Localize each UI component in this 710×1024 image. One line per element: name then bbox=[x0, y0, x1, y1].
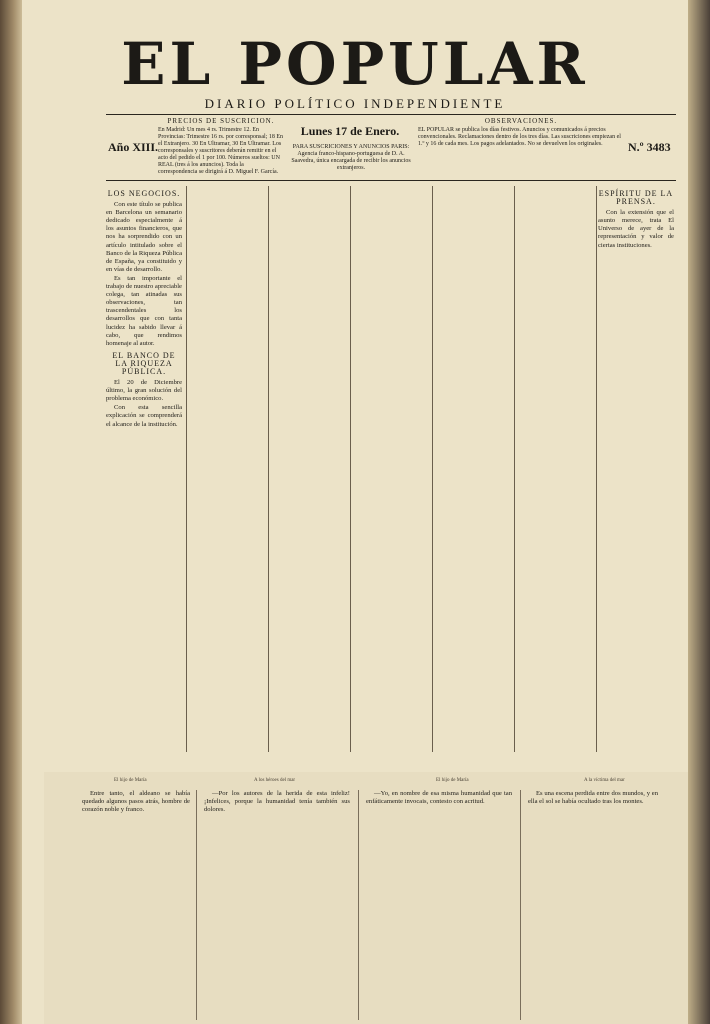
subscription-title: PRECIOS DE SUSCRICION. bbox=[167, 118, 275, 125]
header-rule-top bbox=[106, 114, 676, 115]
header-rule-bottom bbox=[106, 180, 676, 181]
subscription-box bbox=[158, 118, 284, 176]
lower-paragraph: Es una escena perdida entre dos mundos, y en ella el sol se había ocultado tras los montes. bbox=[528, 790, 658, 806]
lower-column-2 bbox=[204, 790, 350, 1022]
book-edge bbox=[688, 0, 710, 1024]
column-4 bbox=[352, 186, 428, 746]
page-header: El hijo de María bbox=[436, 778, 469, 783]
article-title: ESPÍRITU DE LA PRENSA. bbox=[598, 189, 674, 207]
column-6 bbox=[516, 186, 592, 746]
newspaper-page bbox=[22, 0, 688, 1024]
observations-text: EL POPULAR se publica los días festivos. Anuncios y comunicados á precios convencionales. Reclamaciones dentro de los tres días. Las suscriciones empiezan el 1.º y 16 de cada mes. Los pagos adelantados. No se devuelven los originales. bbox=[418, 127, 621, 147]
page-header: A los héroes del mar bbox=[254, 778, 296, 783]
article-title: EL BANCO DE LA RIQUEZA PÚBLICA. bbox=[112, 350, 176, 376]
masthead-title: EL POPULAR bbox=[121, 30, 589, 98]
article-title: LOS NEGOCIOS. bbox=[107, 189, 181, 198]
lower-paragraph: —Yo, en nombre de esa misma humanidad que tan enfáticamente invocais, contesto con acritud. bbox=[366, 790, 512, 806]
article-paragraph: Con la extensión que el asunto merece, trata El Universo de ayer de la representación y valor de ciertas instituciones. bbox=[598, 209, 674, 249]
article-columns bbox=[106, 186, 678, 752]
article-paragraph: Con este título se publica en Barcelona un semanario dedicado especialmente á los asuntos financieros, que nos ha sorprendido con un artículo intitulado sobre el Banco de la Riqueza Pública de España, ya constituido y en vías de desarrollo. bbox=[106, 201, 182, 273]
issue-number: N.º 3483 bbox=[628, 140, 671, 154]
book-spine bbox=[0, 0, 22, 1024]
folded-lower-page bbox=[44, 772, 688, 1024]
agency-text: PARA SUSCRICIONES Y ANUNCIOS PARIS: Agencia franco-hispano-portuguesa de D. A. Saavedra, única encargada de recibir los anuncios extranjeros. bbox=[291, 144, 411, 171]
observations-box bbox=[418, 118, 624, 176]
column-3 bbox=[270, 186, 346, 746]
article-paragraph: Con esta sencilla explicación se comprenderá el alcance de la institución. bbox=[106, 404, 182, 428]
column-5 bbox=[434, 186, 510, 746]
lower-column-1 bbox=[82, 790, 190, 1022]
column-divider bbox=[196, 790, 197, 1020]
year-label: Año XIII. bbox=[108, 140, 159, 154]
lower-column-4 bbox=[528, 790, 658, 1022]
column-7 bbox=[598, 186, 674, 746]
column-divider bbox=[520, 790, 521, 1020]
observations-title: OBSERVACIONES. bbox=[484, 118, 558, 125]
masthead-subtitle: DIARIO POLÍTICO INDEPENDIENTE bbox=[204, 96, 506, 111]
article-paragraph: Es tan importante el trabajo de nuestro apreciable colega, tan atinadas sus observaciones, tan trascendentales los desarrollos que con tanta lucidez ha sabido llevar á cabo, que rendimos homenaje al autor. bbox=[106, 274, 182, 347]
issue-date: Lunes 17 de Enero. bbox=[300, 124, 400, 138]
agency-box bbox=[290, 144, 412, 178]
article-paragraph: El 20 de Diciembre último, la gran solución del problema económico. bbox=[106, 379, 182, 403]
page-header: A la víctima del mar bbox=[584, 778, 625, 783]
lower-column-3 bbox=[366, 790, 512, 1022]
page-header: El hijo de María bbox=[114, 778, 147, 783]
column-2 bbox=[188, 186, 264, 746]
column-1 bbox=[106, 186, 182, 746]
subscription-text: En Madrid: Un mes 4 rs. Trimestre 12. En Provincias: Trimestre 16 rs. por corresponsal; 18 En el Extranjero. 30 En Ultramar, 30 En Ultramar. Los corresponsales y suscritores deberán remitir en el acto del pedido el 1 por 100. Números sueltos: UN REAL (tres á los anuncios). Toda la correspondencia se dirigirá á D. Miguel F. García. bbox=[158, 127, 283, 175]
lower-paragraph: Entre tanto, el aldeano se había quedado algunos pasos atrás, hombre de corazón noble y franco. bbox=[82, 790, 190, 814]
column-divider bbox=[358, 790, 359, 1020]
lower-paragraph: —Por los autores de la herida de esta infeliz! ¡Infelices, porque la humanidad tenía también sus dolores. bbox=[204, 790, 350, 814]
